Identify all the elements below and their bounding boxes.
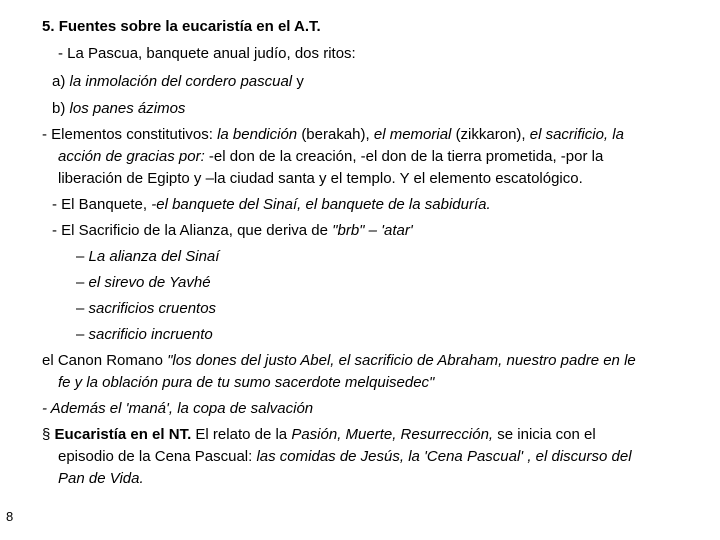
- pascua-intro: [58, 45, 356, 63]
- dash-item-3: [76, 300, 216, 318]
- elementos-accion: acción de gracias por:: [58, 148, 205, 165]
- slide-number: 8: [6, 509, 14, 524]
- banquete-label: - El Banquete,: [52, 196, 148, 213]
- elementos-zikkaron: (zikkaron),: [455, 126, 526, 143]
- elementos-memorial: el memorial: [373, 126, 452, 143]
- eucaristia-nt-line-1: [42, 426, 596, 444]
- dash-4: –: [76, 326, 85, 343]
- mana-line: [42, 400, 313, 418]
- eucaristia-nt-line-2: [58, 448, 632, 466]
- pascua-item-b: [52, 100, 185, 118]
- canon-quote-2: fe y la oblación pura de tu sumo sacerdote melquisedec": [58, 374, 435, 391]
- eucaristia-normal: El relato de la: [195, 426, 288, 443]
- item-a-suffix: y: [296, 73, 304, 90]
- eucaristia-bold: Eucaristía en el NT.: [54, 426, 192, 443]
- pascua-item-a: [52, 73, 304, 91]
- mana-text: - Además el 'maná', la copa de salvación: [42, 400, 314, 417]
- heading-number: 5.: [42, 18, 55, 35]
- elementos-line-2: [58, 148, 603, 166]
- elementos-prefix: - Elementos constitutivos:: [42, 126, 213, 143]
- dash-1: –: [76, 248, 85, 265]
- elementos-sacrificio: el sacrificio, la: [529, 126, 624, 143]
- heading: [42, 18, 321, 36]
- eucaristia-nt-line-3: [58, 470, 144, 488]
- sacrificio-alianza-line: [52, 222, 413, 240]
- dash-item-3-text: sacrificios cruentos: [88, 300, 217, 317]
- eucaristia-normal-2: se inicia con el: [497, 426, 596, 443]
- sacrificio-alianza-text: "brb" – 'atar': [332, 222, 413, 239]
- eucaristia-cena: episodio de la Cena Pascual:: [58, 448, 253, 465]
- eucaristia-italic: Pasión, Muerte, Resurrección,: [291, 426, 494, 443]
- sacrificio-alianza-label: - El Sacrificio de la Alianza, que deriva de: [52, 222, 328, 239]
- dash-2: –: [76, 274, 85, 291]
- banquete-line: [52, 196, 491, 214]
- elementos-line-1: [42, 126, 624, 144]
- dash-item-2: [76, 274, 211, 292]
- banquete-text: -el banquete del Sinaí, el banquete de la sabiduría.: [151, 196, 491, 213]
- canon-prefix: el Canon Romano: [42, 352, 163, 369]
- eucaristia-pan: Pan de Vida.: [58, 470, 144, 487]
- elementos-dones: -el don de la creación, -el don de la tierra prometida, -por la: [208, 148, 604, 165]
- dash-item-1: [76, 248, 219, 266]
- canon-line-2: [58, 374, 434, 392]
- elementos-bendicion: la bendición: [217, 126, 298, 143]
- eucaristia-comidas: las comidas de Jesús, la 'Cena Pascual' , el discurso del: [256, 448, 632, 465]
- canon-line-1: [42, 352, 636, 370]
- item-b-text: los panes ázimos: [69, 100, 186, 117]
- dash-item-4: [76, 326, 213, 344]
- item-a-text: la inmolación del cordero pascual: [69, 73, 293, 90]
- dash-item-1-text: La alianza del Sinaí: [88, 248, 220, 265]
- elementos-liberacion: liberación de Egipto y –la ciudad santa y el templo. Y el elemento escatológico.: [58, 170, 583, 187]
- heading-text: Fuentes sobre la eucaristía en el A.T.: [58, 18, 321, 35]
- dash-item-4-text: sacrificio incruento: [88, 326, 213, 343]
- item-b-prefix: b): [52, 100, 66, 117]
- dash-item-2-text: el sirevo de Yavhé: [88, 274, 211, 291]
- eucaristia-bullet: §: [42, 426, 51, 443]
- item-a-prefix: a): [52, 73, 66, 90]
- pascua-intro-text: - La Pascua, banquete anual judío, dos ritos:: [58, 45, 356, 62]
- elementos-line-3: [58, 170, 583, 188]
- dash-3: –: [76, 300, 85, 317]
- canon-quote-1: "los dones del justo Abel, el sacrificio de Abraham, nuestro padre en le: [167, 352, 636, 369]
- elementos-berakah: (berakah),: [301, 126, 370, 143]
